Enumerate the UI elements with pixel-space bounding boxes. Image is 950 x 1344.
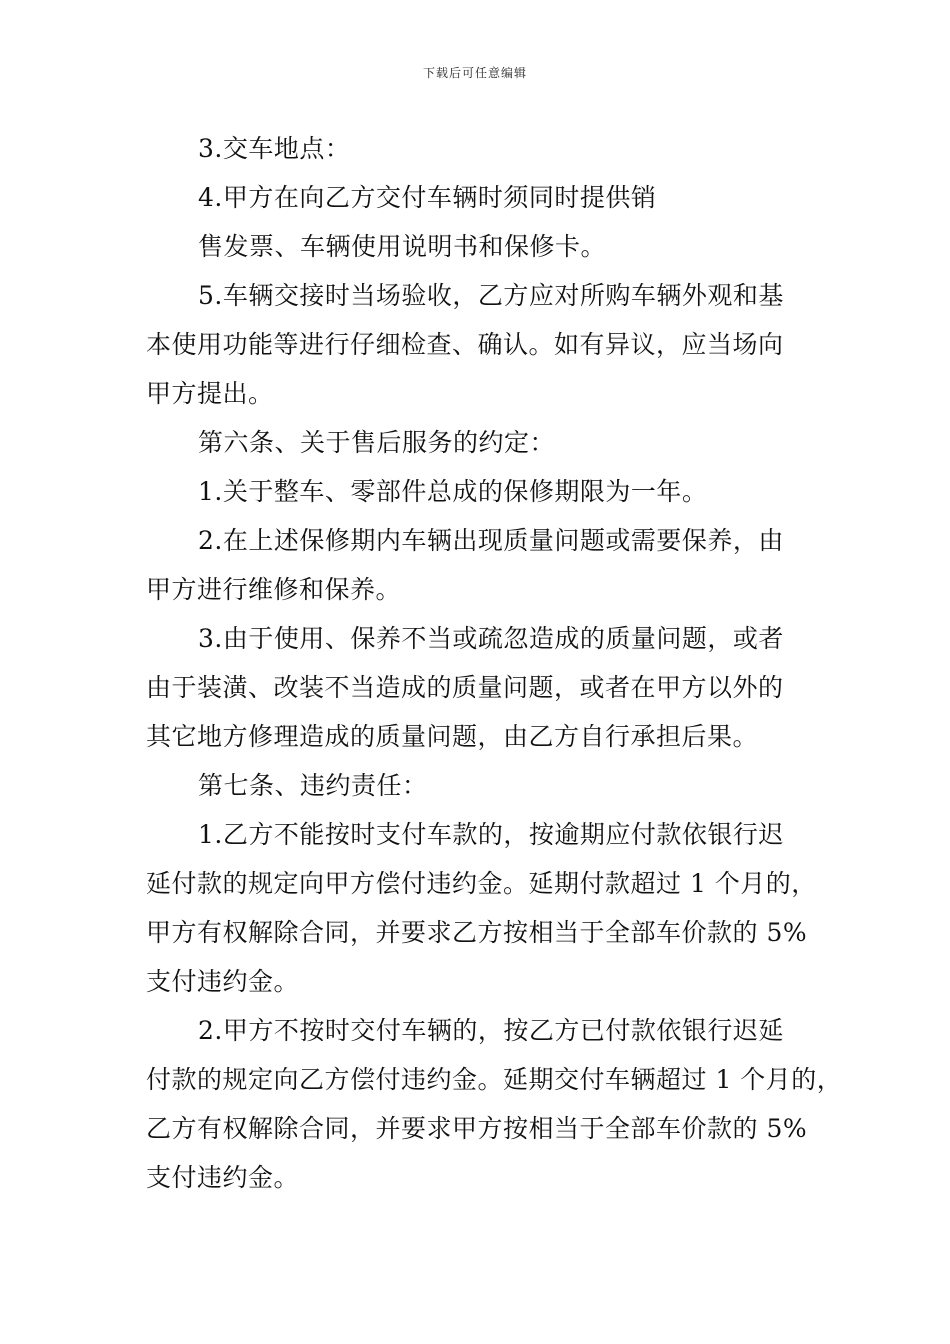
paragraph-line: 4.甲方在向乙方交付车辆时须同时提供销: [198, 183, 657, 212]
paragraph-line: 3.交车地点：: [198, 134, 351, 163]
paragraph-line: 2.在上述保修期内车辆出现质量问题或需要保养，由: [198, 526, 784, 555]
paragraph-line: 乙方有权解除合同，并要求甲方按相当于全部车价款的 5%: [146, 1114, 808, 1143]
paragraph-line: 本使用功能等进行仔细检查、确认。如有异议，应当场向: [146, 330, 784, 359]
document-body: [146, 124, 843, 1202]
paragraph-line: 由于装潢、改装不当造成的质量问题，或者在甲方以外的: [146, 673, 784, 702]
paragraph-line: 付款的规定向乙方偿付违约金。延期交付车辆超过 1 个月的，: [146, 1065, 843, 1094]
paragraph-line: 3.由于使用、保养不当或疏忽造成的质量问题，或者: [198, 624, 784, 653]
paragraph-line: 支付违约金。: [146, 1163, 300, 1192]
paragraph-line: 甲方提出。: [146, 379, 274, 408]
section-heading: 第七条、违约责任：: [198, 771, 428, 800]
paragraph-line: 售发票、车辆使用说明书和保修卡。: [198, 232, 607, 261]
paragraph-line: 2.甲方不按时交付车辆的，按乙方已付款依银行迟延: [198, 1016, 784, 1045]
page-header: 下载后可任意编辑: [422, 66, 527, 80]
paragraph-line: 1.乙方不能按时支付车款的，按逾期应付款依银行迟: [198, 820, 784, 849]
paragraph-line: 甲方有权解除合同，并要求乙方按相当于全部车价款的 5%: [146, 918, 808, 947]
paragraph-line: 其它地方修理造成的质量问题，由乙方自行承担后果。: [146, 722, 759, 751]
section-heading: 第六条、关于售后服务的约定：: [198, 428, 556, 457]
paragraph-line: 1.关于整车、零部件总成的保修期限为一年。: [198, 477, 708, 506]
paragraph-line: 5.车辆交接时当场验收，乙方应对所购车辆外观和基: [198, 281, 784, 310]
paragraph-line: 甲方进行维修和保养。: [146, 575, 402, 604]
paragraph-line: 支付违约金。: [146, 967, 300, 996]
paragraph-line: 延付款的规定向甲方偿付违约金。延期付款超过 1 个月的，: [146, 869, 817, 898]
